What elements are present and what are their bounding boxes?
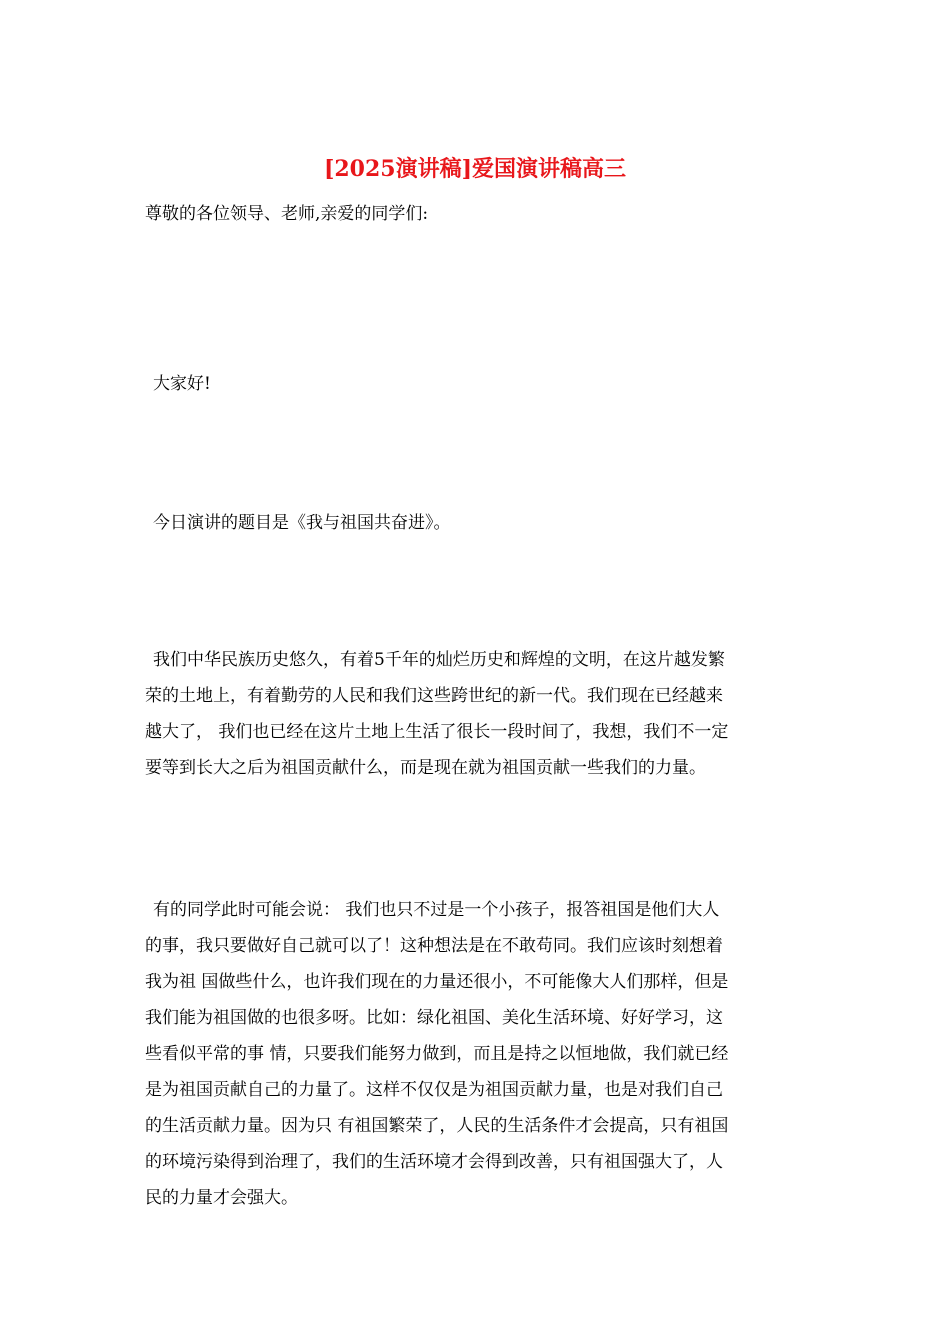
topic-paragraph: [145, 505, 809, 541]
paragraph-line: 的环境污染得到治理了，我们的生活环境才会得到改善，只有祖国强大了，人: [145, 1152, 723, 1172]
paragraph-line: 是为祖国贡献自己的力量了。这样不仅仅是为祖国贡献力量，也是对我们自己: [145, 1080, 723, 1100]
document-title: [2025演讲稿]爱国演讲稿高三: [323, 156, 627, 182]
body-paragraph-1: [145, 642, 809, 786]
paragraph-line: 我们能为祖国做的也很多呀。比如：绿化祖国、美化生活环境、好好学习，这: [145, 1008, 723, 1028]
paragraph-line: 的生活贡献力量。因为只 有祖国繁荣了，人民的生活条件才会提高，只有祖国: [145, 1116, 729, 1136]
hello-text: 大家好!: [153, 374, 211, 394]
paragraph-line: 有的同学此时可能会说： 我们也只不过是一个小孩子，报答祖国是他们大人: [153, 900, 720, 920]
paragraph-line: 些看似平常的事 情，只要我们能努力做到，而且是持之以恒地做，我们就已经: [145, 1044, 729, 1064]
paragraph-line: 越大了， 我们也已经在这片土地上生活了很长一段时间了，我想，我们不一定: [145, 722, 729, 742]
paragraph-line: 荣的土地上，有着勤劳的人民和我们这些跨世纪的新一代。我们现在已经越来: [145, 686, 723, 706]
greeting-text: 尊敬的各位领导、老师,亲爱的同学们:: [145, 204, 429, 224]
body-paragraph-2: [145, 892, 809, 1216]
paragraph-line: 我为祖 国做些什么，也许我们现在的力量还很小，不可能像大人们那样，但是: [145, 972, 729, 992]
paragraph-line: 的事，我只要做好自己就可以了！这种想法是在不敢苟同。我们应该时刻想着: [145, 936, 723, 956]
hello-paragraph: [145, 366, 809, 402]
topic-text: 今日演讲的题目是《我与祖国共奋进》。: [153, 513, 451, 533]
paragraph-line: 要等到长大之后为祖国贡献什么，而是现在就为祖国贡献一些我们的力量。: [145, 758, 706, 778]
greeting-paragraph: [145, 196, 809, 232]
paragraph-line: 我们中华民族历史悠久，有着5千年的灿烂历史和辉煌的文明，在这片越发繁: [153, 650, 725, 670]
paragraph-line: 民的力量才会强大。: [145, 1188, 298, 1208]
